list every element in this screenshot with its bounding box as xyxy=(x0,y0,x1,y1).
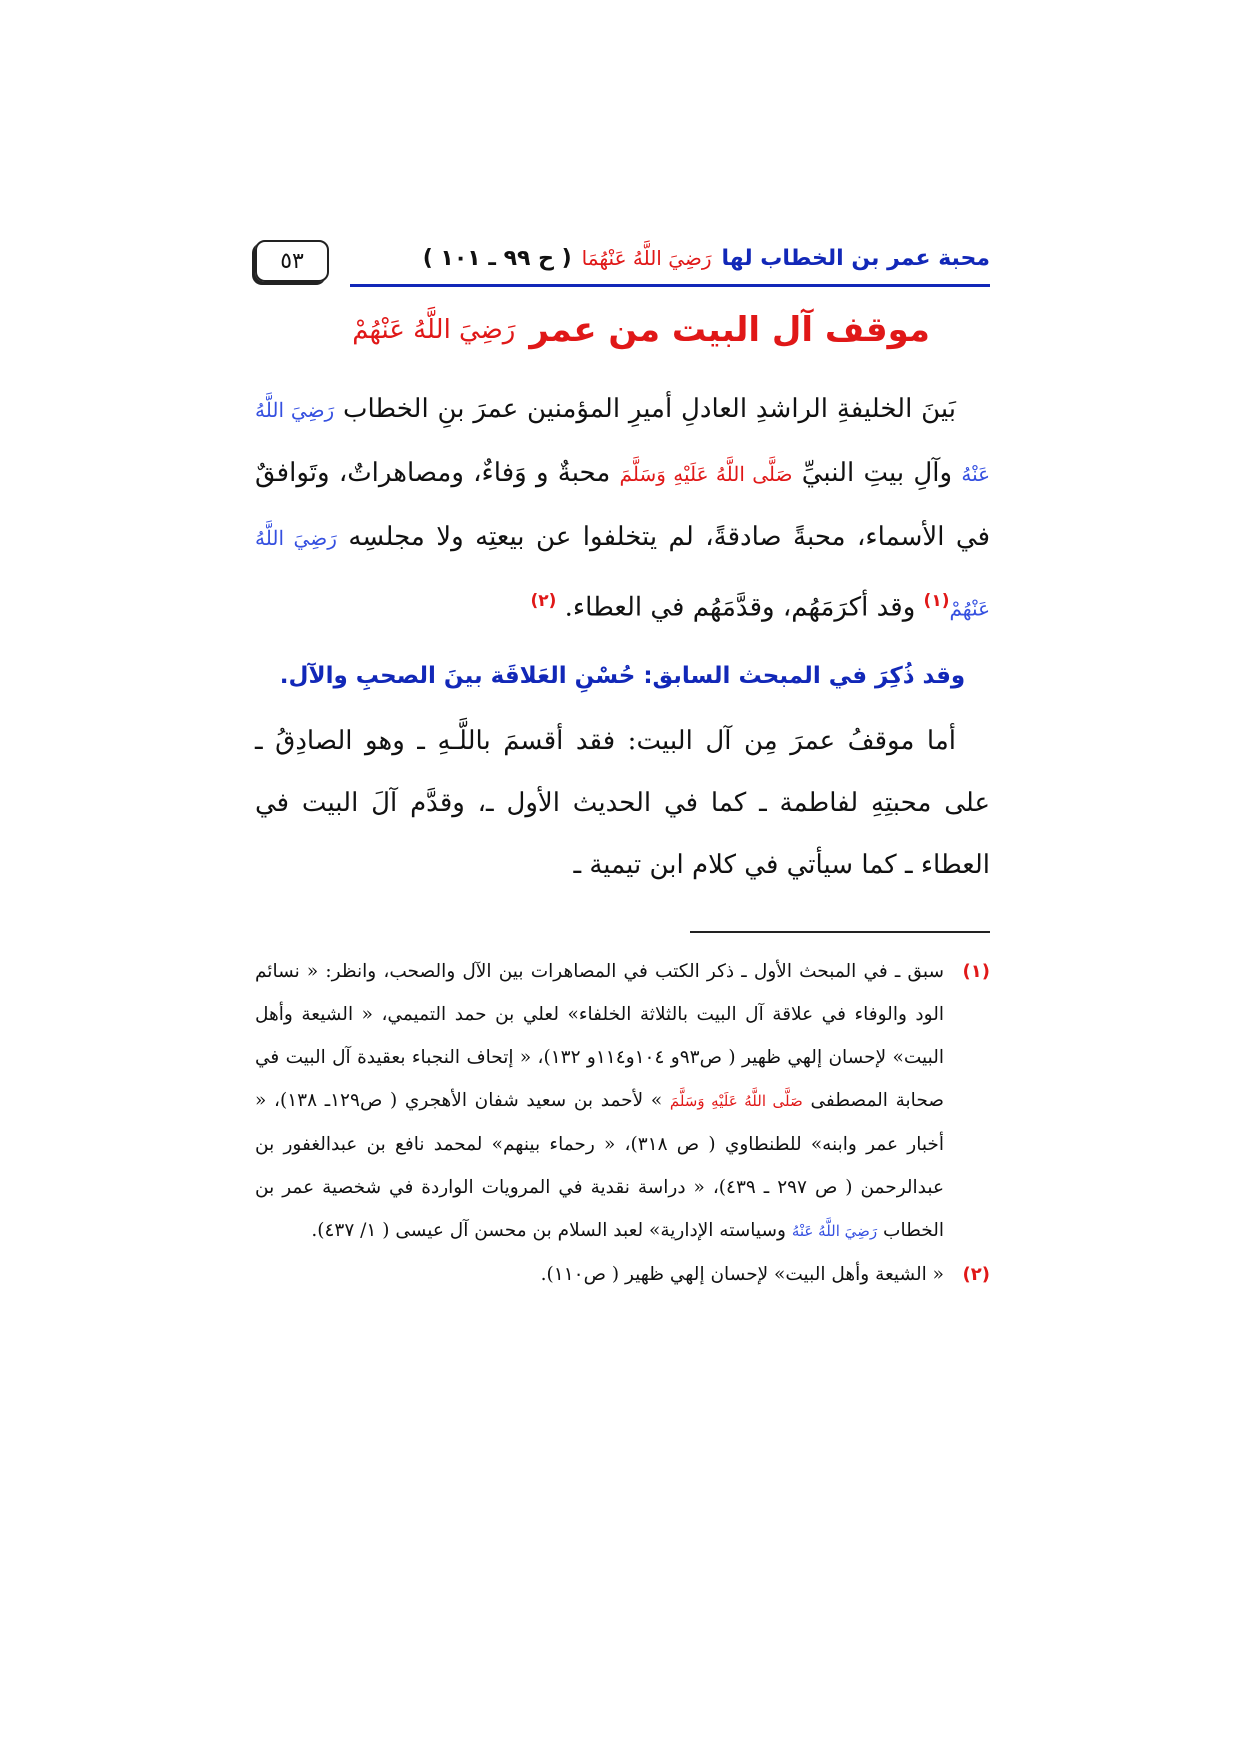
page-number: ٥٣ xyxy=(255,240,329,282)
footnotes xyxy=(255,950,990,1296)
running-header-title: محبة عمر بن الخطاب لها xyxy=(721,245,990,271)
section-honorific: رَضِيَ اللَّهُ عَنْهُمْ xyxy=(352,315,516,345)
footnote-text xyxy=(255,950,944,1253)
section-title-text: موقف آل البيت من عمر xyxy=(529,310,930,350)
paragraph-1-part-1: بَينَ الخليفةِ الراشدِ العادلِ أميرِ المؤمنين عمرَ بنِ الخطاب xyxy=(343,394,956,424)
footnote-ref-2[interactable]: (٢) xyxy=(530,591,557,611)
footnote-text: « الشيعة وأهل البيت» لإحسان إلهي ظهير ( ص١١٠). xyxy=(540,1264,944,1285)
header-rule xyxy=(350,284,990,287)
paragraph-1-part-2: وآلِ بيتِ النبيِّ xyxy=(801,458,953,488)
paragraph-2-text: أما موقفُ عمرَ مِن آل البيت: فقد أقسمَ باللَّـهِ ـ وهو الصادِقُ ـ على محبتِهِ لفاطمة ـ كما في الحديث الأول ـ، وقدَّم آلَ البيت في العطاء ـ كما سيأتي في كلام ابن تيمية ـ xyxy=(255,726,990,880)
honorific-glyph: رَضِيَ اللَّهُ عَنْهُ xyxy=(255,398,991,486)
honorific-glyph: رَضِيَ اللَّهُ عَنْهُمَا xyxy=(581,246,712,270)
honorific-glyph: رَضِيَ اللَّهُ عَنْهُ xyxy=(791,1222,878,1240)
footnote-number: (١) xyxy=(962,961,990,982)
footnote-number: (٢) xyxy=(962,1264,990,1285)
paragraph-2 xyxy=(255,710,990,896)
footnote-ref-1[interactable]: (١) xyxy=(923,591,950,611)
footnote-1 xyxy=(255,950,990,1253)
footnote-1-part-3: وسياسته الإدارية» لعبد السلام بن محسن آل عيسى ( ١/ ٤٣٧). xyxy=(311,1220,786,1241)
paragraph-1-part-3: محبةٌ و وَفاءٌ، ومصاهراتٌ، وتَوافقٌ في الأسماء، محبةً صادقةً، لم يتخلفوا عن بيعتِه ولا مجلسِه xyxy=(255,458,991,552)
honorific-glyph: صَلَّى اللَّهُ عَلَيْهِ وَسَلَّمَ xyxy=(669,1092,803,1110)
footnote-separator xyxy=(690,931,990,933)
highlight-note: وقد ذُكِرَ في المبحث السابق: حُسْنِ العَلاقَة بينَ الصحبِ والآل. xyxy=(279,663,966,689)
paragraph-1 xyxy=(255,378,990,641)
hadith-reference: ( ح ٩٩ ـ ١٠١ ) xyxy=(422,245,572,271)
honorific-glyph: صَلَّى اللَّهُ عَلَيْهِ وَسَلَّمَ xyxy=(619,462,793,486)
footnote-1-part-1: سبق ـ في المبحث الأول ـ ذكر الكتب في المصاهرات بين الآل والصحب، وانظر: « نسائم الود والوفاء في علاقة آل البيت بالثلاثة الخلفاء» لعلي بن حمد التميمي، « الشيعة وأهل البيت» لإحسان إلهي ظهير ( ص٩٣و ١٠٤و١١٤و ١٣٢)، « إتحاف النجباء بعقيدة آل البيت في صحابة المصطفى xyxy=(255,961,944,1111)
honorific-glyph: رَضِيَ اللَّهُ عَنْهُمْ xyxy=(255,526,990,621)
footnote-1-part-2: » لأحمد بن سعيد شفان الأهجري ( ص١٢٩ـ ١٣٨)، « أخبار عمر وابنه» للطنطاوي ( ص ٣١٨)، « رحماء بينهم» لمحمد نافع بن عبدالغفور بن عبدالرحمن ( ص ٢٩٧ ـ ٤٣٩)، « دراسة نقدية في المرويات الواردة في شخصية عمر بن الخطاب xyxy=(255,1090,945,1241)
footnote-2 xyxy=(255,1253,990,1296)
running-header xyxy=(350,238,990,278)
section-title xyxy=(352,300,930,360)
paragraph-1-part-4: وقد أكرَمَهُم، وقدَّمَهُم في العطاء. xyxy=(564,592,916,623)
